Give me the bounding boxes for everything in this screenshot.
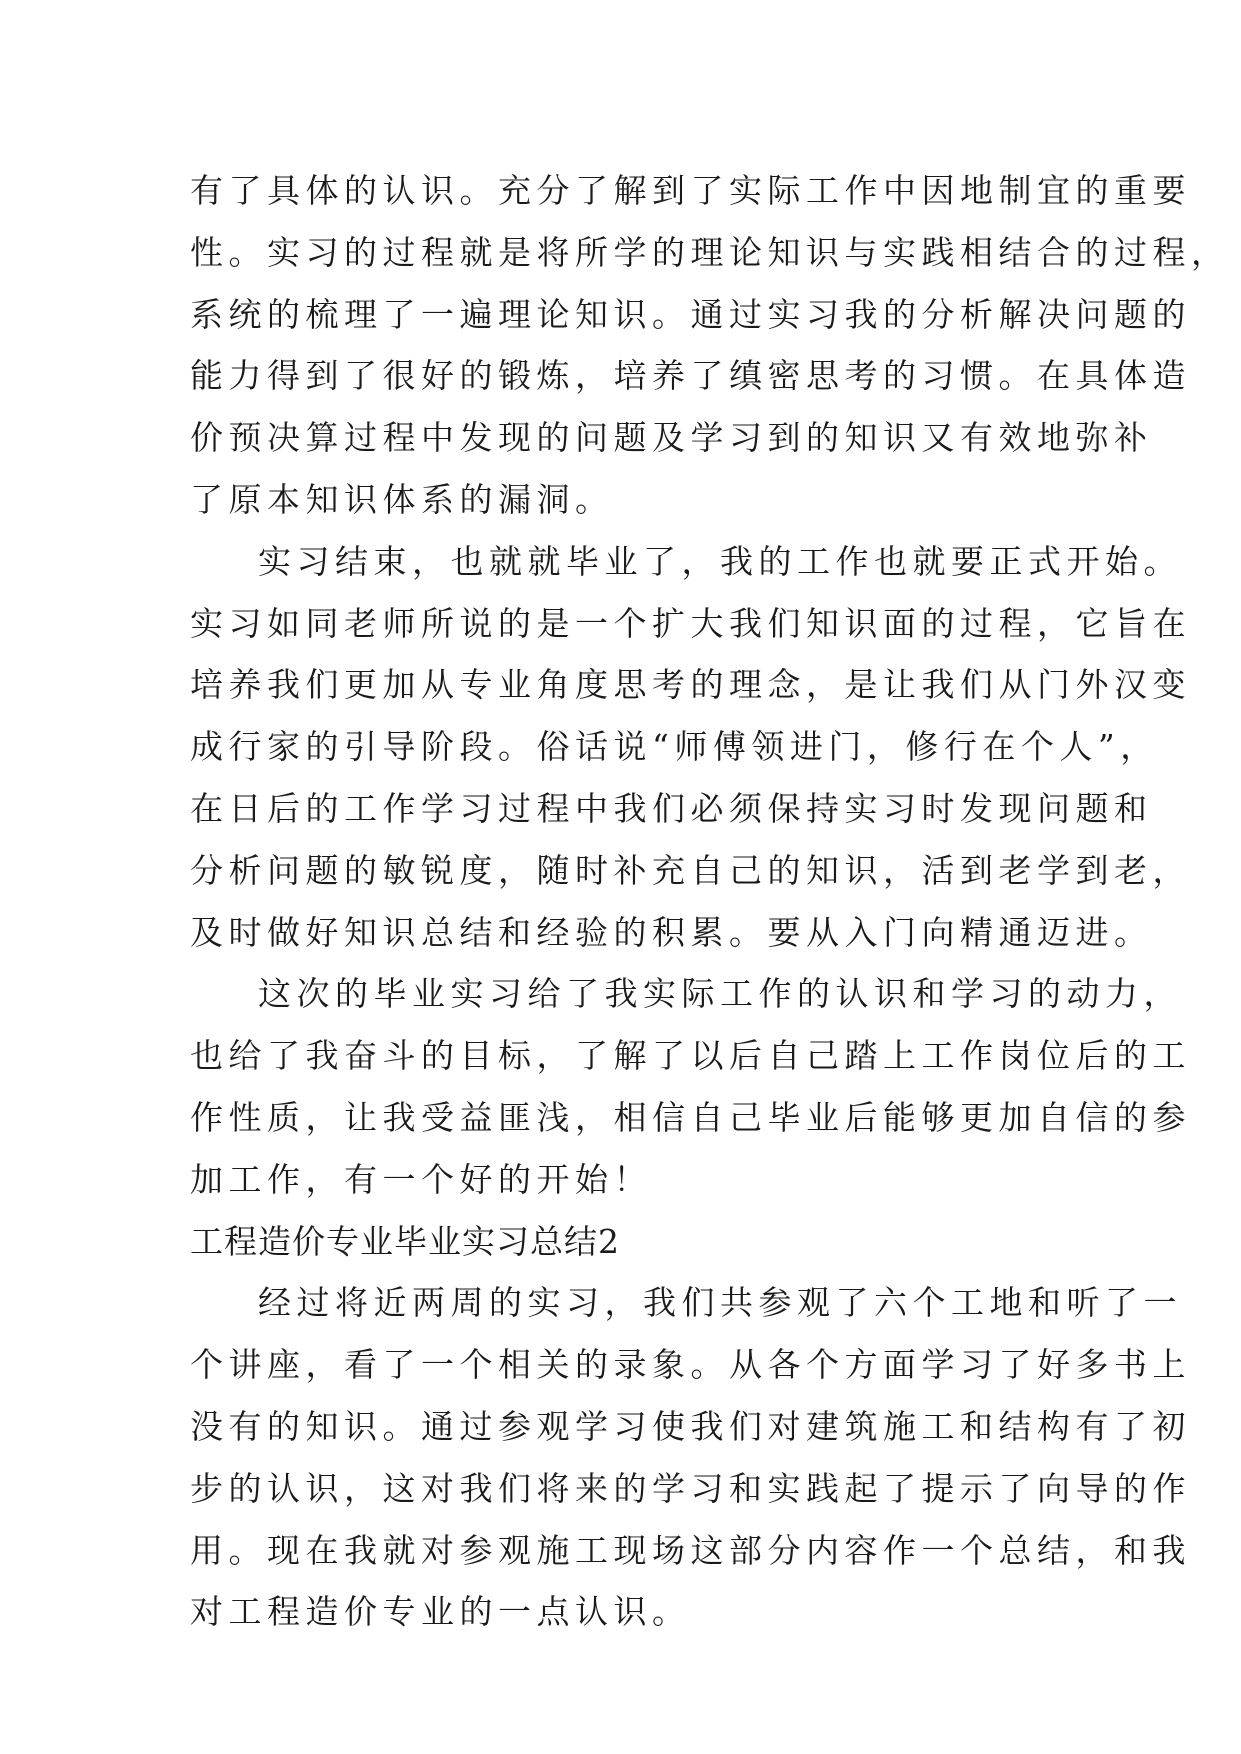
- text-line: 对工程造价专业的一点认识。: [190, 1592, 691, 1632]
- body-text: [190, 160, 1230, 1643]
- section-heading: 工程造价专业毕业实习总结2: [190, 1221, 620, 1261]
- text-line: 也给了我奋斗的目标，了解了以后自己踏上工作岗位后的工: [190, 1036, 1191, 1076]
- text-line: 在日后的工作学习过程中我们必须保持实习时发现问题和: [190, 788, 1153, 828]
- paragraph-start-line: 实习结束，也就就毕业了，我的工作也就要正式开始。: [258, 541, 1182, 581]
- text-line: 有了具体的认识。充分了解到了实际工作中因地制宜的重要: [190, 171, 1191, 210]
- text-line: 步的认识，这对我们将来的学习和实践起了提示了向导的作: [190, 1468, 1191, 1508]
- text-line: 及时做好知识总结和经验的积累。要从入门向精通迈进。: [190, 912, 1153, 952]
- text-line: 实习如同老师所说的是一个扩大我们知识面的过程，它旨在: [190, 603, 1191, 643]
- text-line: 性。实习的过程就是将所学的理论知识与实践相结合的过程，: [190, 232, 1230, 272]
- paragraph-start-line: 这次的毕业实习给了我实际工作的认识和学习的动力，: [258, 974, 1182, 1014]
- text-line: 了原本知识体系的漏洞。: [190, 479, 614, 519]
- text-line: 能力得到了很好的锻炼，培养了缜密思考的习惯。在具体造: [190, 356, 1191, 396]
- text-line: 分析问题的敏锐度，随时补充自己的知识，活到老学到老，: [190, 850, 1191, 890]
- text-line: 系统的梳理了一遍理论知识。通过实习我的分析解决问题的: [190, 294, 1191, 334]
- paragraph-start-line: 经过将近两周的实习，我们共参观了六个工地和听了一: [258, 1283, 1182, 1323]
- text-line: 加工作，有一个好的开始！: [190, 1159, 652, 1199]
- text-line: 作性质，让我受益匪浅，相信自己毕业后能够更加自信的参: [190, 1097, 1191, 1137]
- text-line: 培养我们更加从专业角度思考的理念，是让我们从门外汉变: [190, 665, 1191, 705]
- text-line: 没有的知识。通过参观学习使我们对建筑施工和结构有了初: [190, 1406, 1191, 1446]
- text-line: 成行家的引导阶段。俗话说“师傅领进门，修行在个人”，: [190, 727, 1159, 767]
- text-line: 价预决算过程中发现的问题及学习到的知识又有效地弥补: [190, 418, 1153, 458]
- text-line: 用。现在我就对参观施工现场这部分内容作一个总结，和我: [190, 1530, 1191, 1570]
- text-line: 个讲座，看了一个相关的录象。从各个方面学习了好多书上: [190, 1345, 1191, 1385]
